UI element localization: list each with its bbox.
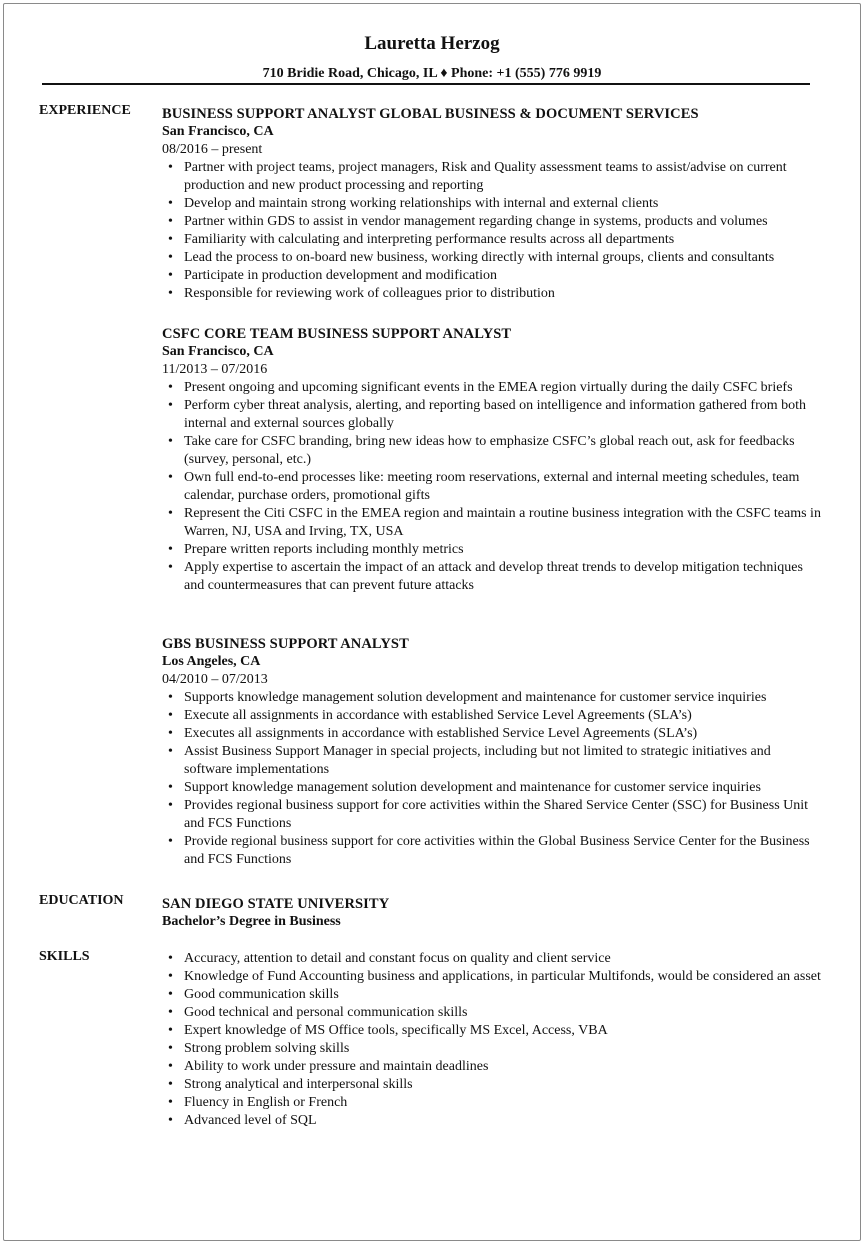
list-item: • Lead the process to on-board new business, working directly with internal groups, clients and consultants	[162, 249, 822, 267]
job-location: Los Angeles, CA	[162, 654, 261, 669]
job-bullets	[162, 689, 822, 869]
job-title: GBS BUSINESS SUPPORT ANALYST	[162, 636, 409, 652]
section-label-skills: SKILLS	[39, 949, 90, 964]
job-dates: 04/2010 – 07/2013	[162, 672, 268, 687]
list-item: • Partner with project teams, project managers, Risk and Quality assessment teams to assist/advise on current production and new product processing and reporting	[162, 159, 822, 195]
list-item: • Execute all assignments in accordance with established Service Level Agreements (SLA’s)	[162, 707, 822, 725]
school-name: SAN DIEGO STATE UNIVERSITY	[162, 896, 390, 912]
skills-bullets	[162, 950, 822, 1130]
list-item: • Executes all assignments in accordance with established Service Level Agreements (SLA’s)	[162, 725, 822, 743]
list-item: • Strong problem solving skills	[162, 1040, 822, 1058]
resume-page	[3, 3, 861, 1241]
list-item: • Good technical and personal communication skills	[162, 1004, 822, 1022]
list-item: • Fluency in English or French	[162, 1094, 822, 1112]
list-item: • Participate in production development and modification	[162, 267, 822, 285]
list-item: • Expert knowledge of MS Office tools, specifically MS Excel, Access, VBA	[162, 1022, 822, 1040]
list-item: • Prepare written reports including monthly metrics	[162, 541, 822, 559]
header-divider	[42, 83, 810, 85]
job-dates: 08/2016 – present	[162, 142, 263, 157]
job-entry	[162, 635, 822, 869]
list-item: • Good communication skills	[162, 986, 822, 1004]
list-item: • Supports knowledge management solution development and maintenance for customer service inquiries	[162, 689, 822, 707]
list-item: • Take care for CSFC branding, bring new ideas how to emphasize CSFC’s global reach out, ask for feedbacks (survey, personal, etc.)	[162, 433, 822, 469]
list-item: • Apply expertise to ascertain the impact of an attack and develop threat trends to develop mitigation techniques and countermeasures that can prevent future attacks	[162, 559, 822, 595]
job-title: CSFC CORE TEAM BUSINESS SUPPORT ANALYST	[162, 326, 512, 342]
list-item: • Ability to work under pressure and maintain deadlines	[162, 1058, 822, 1076]
contact-line: 710 Bridie Road, Chicago, IL ♦ Phone: +1 (555) 776 9919	[262, 66, 602, 81]
job-entry	[162, 325, 822, 595]
list-item: • Advanced level of SQL	[162, 1112, 822, 1130]
job-dates: 11/2013 – 07/2016	[162, 362, 268, 377]
job-title: BUSINESS SUPPORT ANALYST GLOBAL BUSINESS & DOCUMENT SERVICES	[162, 106, 699, 122]
job-location: San Francisco, CA	[162, 344, 274, 359]
degree: Bachelor’s Degree in Business	[162, 914, 341, 929]
section-label-education: EDUCATION	[39, 893, 124, 908]
job-entry	[162, 105, 822, 303]
list-item: • Familiarity with calculating and interpreting performance results across all departments	[162, 231, 822, 249]
list-item: • Assist Business Support Manager in special projects, including but not limited to strategic initiatives and software implementations	[162, 743, 822, 779]
list-item: • Knowledge of Fund Accounting business and applications, in particular Multifonds, would be considered an asset	[162, 968, 822, 986]
list-item: • Support knowledge management solution development and maintenance for customer service inquiries	[162, 779, 822, 797]
list-item: • Present ongoing and upcoming significant events in the EMEA region virtually during the daily CSFC briefs	[162, 379, 822, 397]
list-item: • Accuracy, attention to detail and constant focus on quality and client service	[162, 950, 822, 968]
skills-list	[162, 950, 822, 1130]
list-item: • Responsible for reviewing work of colleagues prior to distribution	[162, 285, 822, 303]
list-item: • Provide regional business support for core activities within the Global Business Service Center for the Business and FCS Functions	[162, 833, 822, 869]
list-item: • Develop and maintain strong working relationships with internal and external clients	[162, 195, 822, 213]
list-item: • Perform cyber threat analysis, alerting, and reporting based on intelligence and information gathered from both internal and external sources globally	[162, 397, 822, 433]
list-item: • Own full end-to-end processes like: meeting room reservations, external and internal meeting schedules, team calendar, purchase orders, promotional gifts	[162, 469, 822, 505]
job-bullets	[162, 159, 822, 303]
list-item: • Provides regional business support for core activities within the Shared Service Center (SSC) for Business Unit and FCS Functions	[162, 797, 822, 833]
job-location: San Francisco, CA	[162, 124, 274, 139]
list-item: • Partner within GDS to assist in vendor management regarding change in systems, products and volumes	[162, 213, 822, 231]
candidate-name: Lauretta Herzog	[364, 33, 500, 54]
job-bullets	[162, 379, 822, 595]
list-item: • Represent the Citi CSFC in the EMEA region and maintain a routine business integration with the CSFC teams in Warren, NJ, USA and Irving, TX, USA	[162, 505, 822, 541]
education-entry	[162, 895, 822, 931]
list-item: • Strong analytical and interpersonal skills	[162, 1076, 822, 1094]
section-label-experience: EXPERIENCE	[39, 103, 131, 118]
